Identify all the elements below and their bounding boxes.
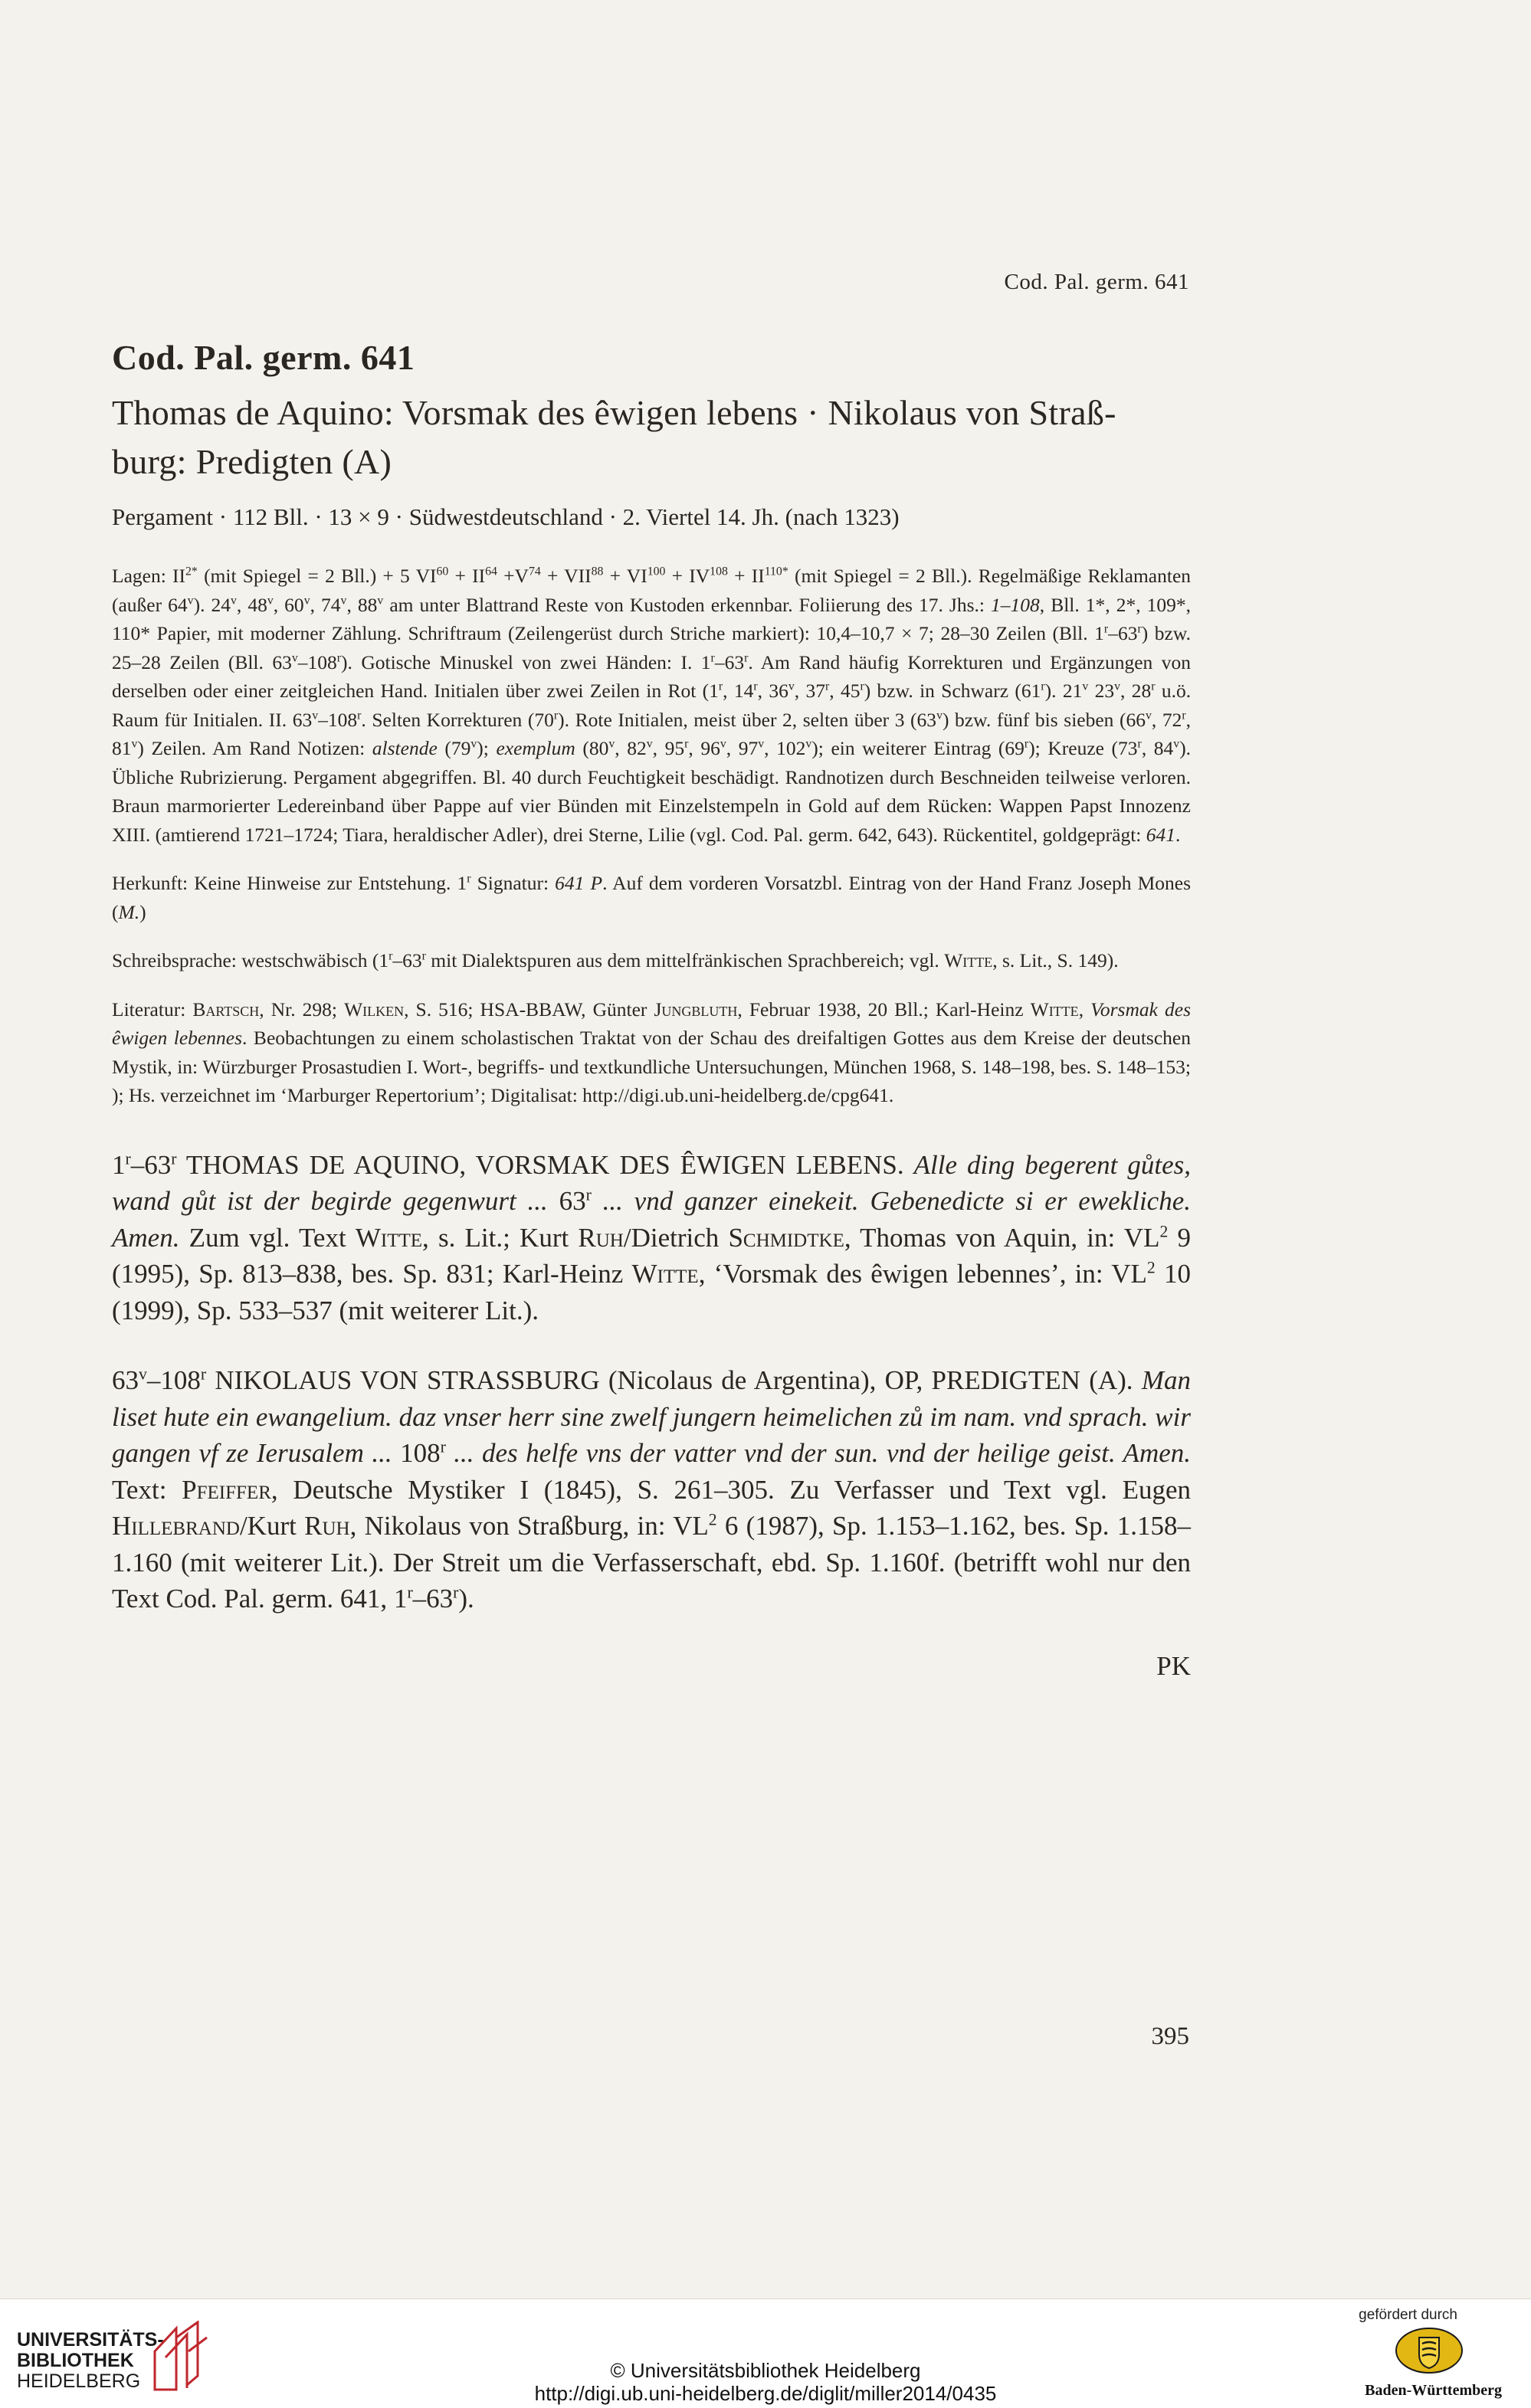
text-run: /Dietrich bbox=[623, 1222, 729, 1253]
superscript: v bbox=[805, 737, 812, 751]
text-run: , 37 bbox=[794, 680, 825, 702]
superscript: 2 bbox=[1159, 1221, 1169, 1240]
superscript: r bbox=[125, 1148, 131, 1168]
superscript: v bbox=[1146, 709, 1152, 722]
text-run: /Kurt bbox=[239, 1511, 305, 1541]
text-run: Text: bbox=[112, 1474, 182, 1505]
text-run: ). 21 bbox=[1044, 680, 1083, 702]
text-run: ) bzw. 25–28 Zeilen (Bll. 63 bbox=[112, 622, 1191, 673]
text-run: , 81 bbox=[112, 708, 1192, 759]
text-run: , Februar 1938, 20 Bll.; Karl-Heinz bbox=[737, 998, 1031, 1021]
superscript: 110* bbox=[764, 565, 788, 578]
text-run: 108 bbox=[400, 1438, 441, 1468]
text-run: ). Rote Initialen, meist über 2, selten über 3 (63 bbox=[558, 708, 937, 731]
superscript: r bbox=[440, 1437, 446, 1456]
superscript: v bbox=[291, 651, 298, 664]
text-run: ). Übliche Rubrizierung. Pergament abgegriffen. Bl. 40 durch Feuchtigkeit beschädigt. Randnotizen durch Beschneiden teilweise verloren. Braun marmorierter Ledereinband über Pappe auf vier Bünden mit Einzelstempeln in Gold auf dem Rücken: Wappen Papst Innozenz XIII. (amtierend 1721–1724; Tiara, heraldischer Adler), drei Sterne, Lilie (vgl. Cod. Pal. germ. 642, 643). Rückentitel, goldgeprägt: bbox=[112, 737, 1192, 846]
provenance-paragraph bbox=[112, 869, 1191, 926]
superscript: r bbox=[718, 680, 723, 693]
superscript: r bbox=[710, 651, 715, 664]
text-run: Lagen: II bbox=[112, 565, 186, 587]
superscript: v bbox=[720, 737, 726, 751]
text-run: , 88 bbox=[346, 593, 378, 616]
author-name: Ruh bbox=[578, 1222, 624, 1253]
text-run: , 48 bbox=[236, 593, 267, 616]
text-run: , 84 bbox=[1141, 737, 1174, 759]
author-name: Pfeiffer bbox=[182, 1474, 271, 1505]
catalog-entry bbox=[112, 337, 1191, 1682]
text-run: THOMAS DE AQUINO, VORSMAK DES ÊWIGEN LEBENS. bbox=[176, 1149, 914, 1180]
superscript: v bbox=[187, 594, 194, 607]
author-name: Jungbluth bbox=[654, 998, 738, 1021]
superscript: r bbox=[1137, 622, 1142, 636]
superscript: v bbox=[758, 737, 765, 751]
superscript: v bbox=[646, 737, 653, 751]
text-run: –108 bbox=[318, 708, 358, 731]
italic-text: Man liset hute ein ewangelium. daz vnser herr sine zwelf jungern heimelichen zů im nam. vnd sprach. wir gangen vf ze Ierusalem ... bbox=[112, 1365, 1191, 1468]
text-run: –108 bbox=[297, 650, 337, 673]
text-run: (mit Spiegel = 2 Bll.) + 5 VI bbox=[197, 565, 437, 587]
italic-text: ... des helfe vns der vatter vnd der sun. vnd der heilige geist. Amen. bbox=[445, 1438, 1191, 1468]
superscript: 64 bbox=[485, 565, 497, 578]
text-run: ) bzw. fünf bis sieben (66 bbox=[942, 708, 1146, 731]
text-run: , S. 516; HSA-BBAW, Günter bbox=[404, 998, 654, 1021]
author-name: Bartsch bbox=[192, 998, 260, 1021]
text-run: , Nikolaus von Straßburg, in: VL bbox=[349, 1511, 709, 1541]
text-run: + IV bbox=[665, 565, 710, 587]
text-run: , Deutsche Mystiker I (1845), S. 261–305. Zu Verfasser und Text vgl. Eugen bbox=[270, 1474, 1191, 1505]
superscript: r bbox=[1103, 622, 1109, 636]
superscript: r bbox=[825, 680, 830, 693]
text-run: , Nr. 298; bbox=[259, 998, 345, 1021]
text-run: Herkunft: Keine Hinweise zur Entstehung. 1 bbox=[112, 872, 467, 894]
italic-text: 641 P bbox=[555, 872, 603, 894]
superscript: r bbox=[1137, 737, 1142, 751]
physical-description: Pergament · 112 Bll. · 13 × 9 · Südwestdeutschland · 2. Viertel 14. Jh. (nach 1323) bbox=[112, 503, 900, 530]
text-run: ) bbox=[139, 900, 146, 923]
viewer-footer bbox=[0, 2298, 1531, 2408]
library-name-line3: HEIDELBERG bbox=[17, 2370, 141, 2392]
text-run: 6 (1987), Sp. 1.153–1.162, bes. Sp. 1.158–1.160 (mit weiterer Lit.). Der Streit um die Verfasserschaft, ebd. Sp. 1.160f. (betrifft wohl nur den Text Cod. Pal. germ. 641, 1 bbox=[112, 1511, 1191, 1614]
permalink-url[interactable]: http://digi.ub.uni-heidelberg.de/diglit/miller2014/0435 bbox=[534, 2382, 997, 2405]
text-run: , 95 bbox=[652, 737, 685, 759]
baden-wuerttemberg-crest-icon[interactable] bbox=[1395, 2327, 1464, 2374]
superscript: r bbox=[684, 737, 689, 751]
text-run: (80 bbox=[575, 737, 609, 759]
text-run: , 82 bbox=[615, 737, 647, 759]
superscript: v bbox=[139, 1365, 147, 1384]
text-run: 1 bbox=[112, 1149, 126, 1180]
author-name: Schmidtke bbox=[728, 1222, 844, 1253]
content-item-thomas bbox=[112, 1147, 1191, 1329]
text-run: , 96 bbox=[688, 737, 720, 759]
superscript: 88 bbox=[591, 565, 604, 578]
text-run: 9 (1995), Sp. 813–838, bes. Sp. 831; Karl-Heinz bbox=[112, 1222, 1192, 1289]
italic-text: ... vnd ganzer einekeit. Gebenedicte si er ewekliche. Amen. bbox=[112, 1186, 1191, 1253]
author-name: Witte bbox=[355, 1222, 423, 1253]
text-run: Zum vgl. Text bbox=[179, 1222, 356, 1253]
text-run: . bbox=[1175, 823, 1181, 846]
text-run: + VII bbox=[540, 565, 592, 587]
superscript: r bbox=[421, 949, 426, 963]
literature-paragraph bbox=[112, 995, 1191, 1110]
text-run: –63 bbox=[392, 949, 422, 971]
sponsor-label: gefördert durch bbox=[1359, 2307, 1457, 2323]
superscript: v bbox=[936, 709, 943, 722]
text-run: , ‘Vorsmak des êwigen lebennes’, in: VL bbox=[698, 1259, 1147, 1289]
text-run: . Beobachtungen zu einem scholastischen Traktat von der Schau des dreifaltigen Gottes aus dem Kreise der deutschen Mystik, in: Würzburger Prosastudien I. Wort-, begriffs- und textkundliche Untersuchungen, München 1968, S. 148–198, bes. S. 148–153; ); Hs. verzeichnet im ‘Marburger Repertorium’; Digitalisat: http://digi.ub.uni-heidelberg.de/cpg641. bbox=[112, 1027, 1191, 1106]
superscript: r bbox=[585, 1185, 592, 1204]
superscript: r bbox=[1041, 680, 1045, 693]
text-run: + II bbox=[448, 565, 486, 587]
text-run: ). Gotische Minuskel von zwei Händen: I. 1 bbox=[341, 650, 711, 673]
superscript: v bbox=[1114, 680, 1120, 693]
author-name: Witte bbox=[1030, 998, 1079, 1021]
page-number: 395 bbox=[1151, 2023, 1189, 2050]
text-run: Literatur: bbox=[112, 998, 193, 1021]
superscript: 108 bbox=[710, 565, 728, 578]
superscript: r bbox=[1182, 709, 1186, 722]
superscript: v bbox=[788, 680, 795, 693]
superscript: 2 bbox=[1146, 1258, 1156, 1277]
superscript: v bbox=[1082, 680, 1089, 693]
library-name-line2: BIBLIOTHEK bbox=[17, 2350, 134, 2371]
superscript: r bbox=[860, 680, 864, 693]
scribal-language-paragraph bbox=[112, 946, 1191, 975]
text-run: –63 bbox=[412, 1584, 454, 1614]
text-run: +V bbox=[497, 565, 529, 587]
italic-text: M. bbox=[118, 900, 140, 923]
italic-text: Alle ding begerent gůtes, wand gůt ist der begirde gegenwurt ... bbox=[112, 1149, 1191, 1216]
text-run: , 28 bbox=[1120, 680, 1152, 702]
italic-text: 641 bbox=[1146, 823, 1176, 846]
library-name-line1: UNIVERSITÄTS- bbox=[17, 2329, 164, 2351]
text-run: mit Dialektspuren aus dem mittelfränkischen Sprachbereich; vgl. bbox=[425, 949, 945, 971]
text-run: Signatur: bbox=[470, 872, 556, 894]
text-run: ). bbox=[458, 1584, 474, 1614]
sponsor-name: Baden-Württemberg bbox=[1365, 2382, 1502, 2399]
superscript: 74 bbox=[528, 565, 541, 578]
text-run: , bbox=[1078, 998, 1091, 1021]
superscript: 2 bbox=[708, 1510, 717, 1529]
copyright-notice bbox=[0, 2359, 1531, 2405]
text-run: , 102 bbox=[764, 737, 806, 759]
superscript: 100 bbox=[647, 565, 666, 578]
superscript: r bbox=[553, 709, 559, 722]
superscript: r bbox=[388, 949, 393, 963]
superscript: v bbox=[303, 594, 310, 607]
text-run: . Auf dem vorderen Vorsatzbl. Eintrag von der Hand Franz Joseph Mones ( bbox=[112, 872, 1191, 923]
superscript: r bbox=[453, 1583, 459, 1602]
text-run: –63 bbox=[1108, 622, 1138, 644]
text-run: , Thomas von Aquin, in: VL bbox=[844, 1222, 1160, 1253]
superscript: v bbox=[340, 594, 347, 607]
text-run: ); bbox=[477, 737, 497, 759]
text-run: ); ein weiterer Eintrag (69 bbox=[811, 737, 1024, 759]
italic-text: alstende bbox=[372, 737, 438, 759]
text-run: NIKOLAUS VON STRASSBURG (Nicolaus de Argentina), OP, PREDIGTEN (A). bbox=[206, 1365, 1142, 1395]
italic-text: 1–108 bbox=[991, 593, 1040, 616]
text-run: , 36 bbox=[757, 680, 788, 702]
text-run: u.ö. Raum für Initialen. II. 63 bbox=[112, 680, 1192, 731]
text-run: , 45 bbox=[829, 680, 861, 702]
text-run: + II bbox=[727, 565, 765, 587]
text-run: . Selten Korrekturen (70 bbox=[361, 708, 554, 731]
author-name: Witte bbox=[944, 949, 993, 971]
text-run: –108 bbox=[146, 1365, 201, 1395]
italic-text: exemplum bbox=[496, 737, 575, 759]
superscript: r bbox=[336, 651, 342, 664]
text-run: ). 24 bbox=[193, 593, 231, 616]
text-run: 23 bbox=[1088, 680, 1115, 702]
text-run: , 60 bbox=[273, 593, 304, 616]
superscript: r bbox=[753, 680, 758, 693]
superscript: r bbox=[407, 1583, 413, 1602]
superscript: 2* bbox=[185, 565, 198, 578]
author-name: Ruh bbox=[304, 1511, 350, 1541]
text-run: (79 bbox=[437, 737, 471, 759]
text-run: , 74 bbox=[310, 593, 341, 616]
author-name: Wilken bbox=[344, 998, 405, 1021]
text-run: , Bll. 1*, 2*, 109*, 110* Papier, mit moderner Zählung. Schriftraum (Zeilengerüst durch Striche markiert): 10,4–10,7 × 7; 28–30 Zeilen (Bll. 1 bbox=[112, 593, 1192, 644]
text-run: ); Kreuze (73 bbox=[1028, 737, 1138, 759]
running-head: Cod. Pal. germ. 641 bbox=[1004, 270, 1189, 294]
superscript: r bbox=[1151, 680, 1156, 693]
content-item-nikolaus bbox=[112, 1362, 1191, 1617]
author-name: Witte bbox=[631, 1259, 699, 1289]
superscript: v bbox=[131, 737, 138, 751]
text-run: , s. Lit.; Kurt bbox=[422, 1222, 579, 1253]
text-run: . Am Rand häufig Korrekturen und Ergänzungen von derselben oder einer zeitgleichen Hand. Initialen über zwei Zeilen in Rot (1 bbox=[112, 650, 1191, 702]
text-run: , 14 bbox=[723, 680, 754, 702]
superscript: r bbox=[744, 651, 749, 664]
text-run: –63 bbox=[714, 650, 745, 673]
text-run: ) Zeilen. Am Rand Notizen: bbox=[137, 737, 372, 759]
text-run: –63 bbox=[130, 1149, 172, 1180]
text-run: , s. Lit., S. 149). bbox=[992, 949, 1119, 971]
text-run: (mit Spiegel = 2 Bll.). Regelmäßige Reklamanten (außer 64 bbox=[112, 565, 1192, 616]
superscript: r bbox=[467, 872, 471, 886]
author-name: Hillebrand bbox=[112, 1511, 240, 1541]
text-run: am unter Blattrand Reste von Kustoden erkennbar. Foliierung des 17. Jhs.: bbox=[383, 593, 992, 616]
superscript: v bbox=[1173, 737, 1180, 751]
text-run: Schreibsprache: westschwäbisch (1 bbox=[112, 949, 389, 971]
text-run: + VI bbox=[603, 565, 647, 587]
text-run: 63 bbox=[112, 1365, 139, 1395]
superscript: v bbox=[377, 594, 384, 607]
text-run: 10 (1999), Sp. 533–537 (mit weiterer Lit.). bbox=[112, 1259, 1191, 1325]
text-run: ) bzw. in Schwarz (61 bbox=[864, 680, 1041, 702]
superscript: r bbox=[1024, 737, 1029, 751]
copyright-text: © Universitätsbibliothek Heidelberg bbox=[610, 2359, 921, 2382]
superscript: r bbox=[357, 709, 362, 722]
author-signature: PK bbox=[1156, 1650, 1191, 1681]
manuscript-title: Thomas de Aquino: Vorsmak des êwigen lebens · Nikolaus von Straß-burg: Predigten (A) bbox=[112, 393, 1116, 481]
shelfmark-heading: Cod. Pal. germ. 641 bbox=[112, 338, 415, 377]
superscript: v bbox=[267, 594, 274, 607]
superscript: 60 bbox=[436, 565, 449, 578]
superscript: v bbox=[312, 709, 319, 722]
superscript: r bbox=[171, 1148, 177, 1168]
superscript: v bbox=[470, 737, 477, 751]
italic-text: Vorsmak des êwigen lebennes bbox=[112, 998, 1192, 1049]
text-run: 63 bbox=[559, 1186, 586, 1216]
superscript: r bbox=[200, 1365, 207, 1384]
text-run: , 72 bbox=[1151, 708, 1182, 731]
superscript: v bbox=[231, 594, 237, 607]
collation-paragraph bbox=[112, 562, 1191, 849]
text-run: , 97 bbox=[726, 737, 759, 759]
superscript: v bbox=[608, 737, 615, 751]
